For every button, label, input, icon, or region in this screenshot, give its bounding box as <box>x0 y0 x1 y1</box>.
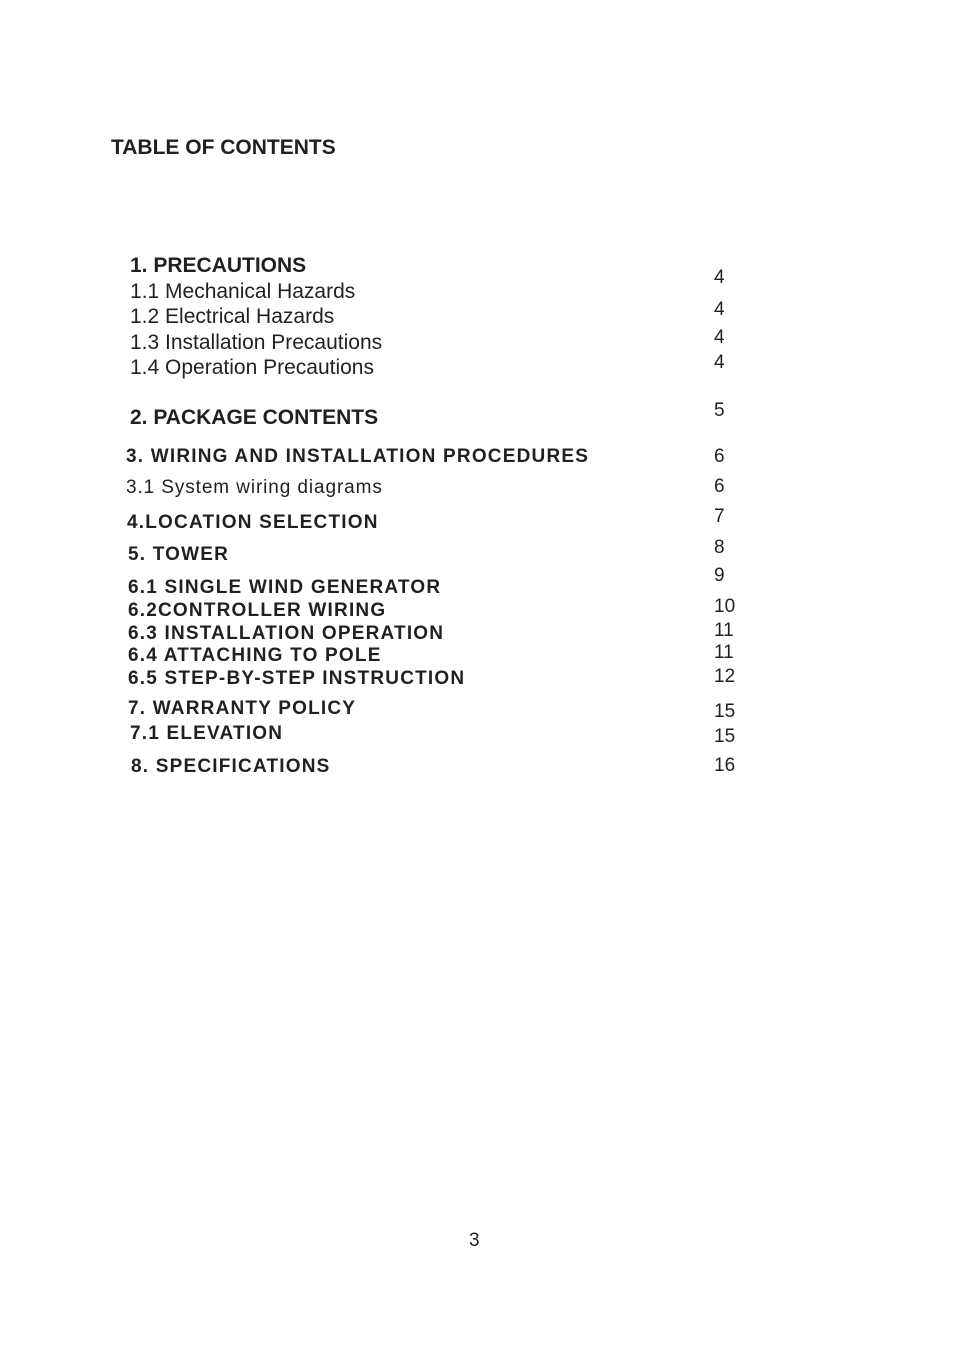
toc-page-wiring-installation: 6 <box>714 446 725 467</box>
toc-page-location-selection: 7 <box>714 506 725 527</box>
toc-page-warranty-policy: 15 <box>714 701 736 722</box>
toc-entry-controller-wiring[interactable]: 6.2CONTROLLER WIRING <box>128 600 387 621</box>
toc-entry-mechanical-hazards[interactable]: 1.1 Mechanical Hazards <box>130 280 356 303</box>
toc-entry-warranty-policy[interactable]: 7. WARRANTY POLICY <box>128 698 357 719</box>
toc-page-specifications: 16 <box>714 755 736 776</box>
toc-entry-installation-operation[interactable]: 6.3 INSTALLATION OPERATION <box>128 623 445 644</box>
toc-page-mechanical-hazards: 4 <box>714 299 725 320</box>
toc-page-step-by-step-instruction: 12 <box>714 666 736 687</box>
toc-page-electrical-hazards: 4 <box>714 327 725 348</box>
toc-page-tower: 8 <box>714 537 725 558</box>
toc-entry-specifications[interactable]: 8. SPECIFICATIONS <box>131 756 331 777</box>
toc-page-single-wind-generator: 9 <box>714 565 725 586</box>
toc-page-installation-precautions: 4 <box>714 352 725 373</box>
toc-entry-system-wiring-diagrams[interactable]: 3.1 System wiring diagrams <box>126 477 383 498</box>
toc-entry-package-contents[interactable]: 2. PACKAGE CONTENTS <box>130 406 379 429</box>
toc-page-controller-wiring: 10 <box>714 596 736 617</box>
toc-entry-wiring-installation[interactable]: 3. WIRING AND INSTALLATION PROCEDURES <box>126 446 590 467</box>
toc-entry-elevation[interactable]: 7.1 ELEVATION <box>130 723 284 744</box>
toc-page-installation-operation: 11 <box>714 620 734 641</box>
toc-entry-attaching-to-pole[interactable]: 6.4 ATTACHING TO POLE <box>128 645 382 666</box>
toc-page-elevation: 15 <box>714 726 736 747</box>
toc-entry-operation-precautions[interactable]: 1.4 Operation Precautions <box>130 356 374 379</box>
toc-entry-installation-precautions[interactable]: 1.3 Installation Precautions <box>130 331 383 354</box>
toc-entry-tower[interactable]: 5. TOWER <box>128 544 230 565</box>
toc-entry-single-wind-generator[interactable]: 6.1 SINGLE WIND GENERATOR <box>128 577 442 598</box>
toc-entry-step-by-step-instruction[interactable]: 6.5 STEP-BY-STEP INSTRUCTION <box>128 668 466 689</box>
toc-page-system-wiring-diagrams: 6 <box>714 476 725 497</box>
toc-page-attaching-to-pole: 11 <box>714 642 734 663</box>
toc-page-precautions: 4 <box>714 267 725 288</box>
toc-page-package-contents: 5 <box>714 400 725 421</box>
toc-entry-electrical-hazards[interactable]: 1.2 Electrical Hazards <box>130 305 335 328</box>
toc-entry-precautions[interactable]: 1. PRECAUTIONS <box>130 254 307 277</box>
page-title: TABLE OF CONTENTS <box>111 136 336 159</box>
toc-entry-location-selection[interactable]: 4.LOCATION SELECTION <box>127 512 379 533</box>
page-number: 3 <box>469 1230 480 1251</box>
